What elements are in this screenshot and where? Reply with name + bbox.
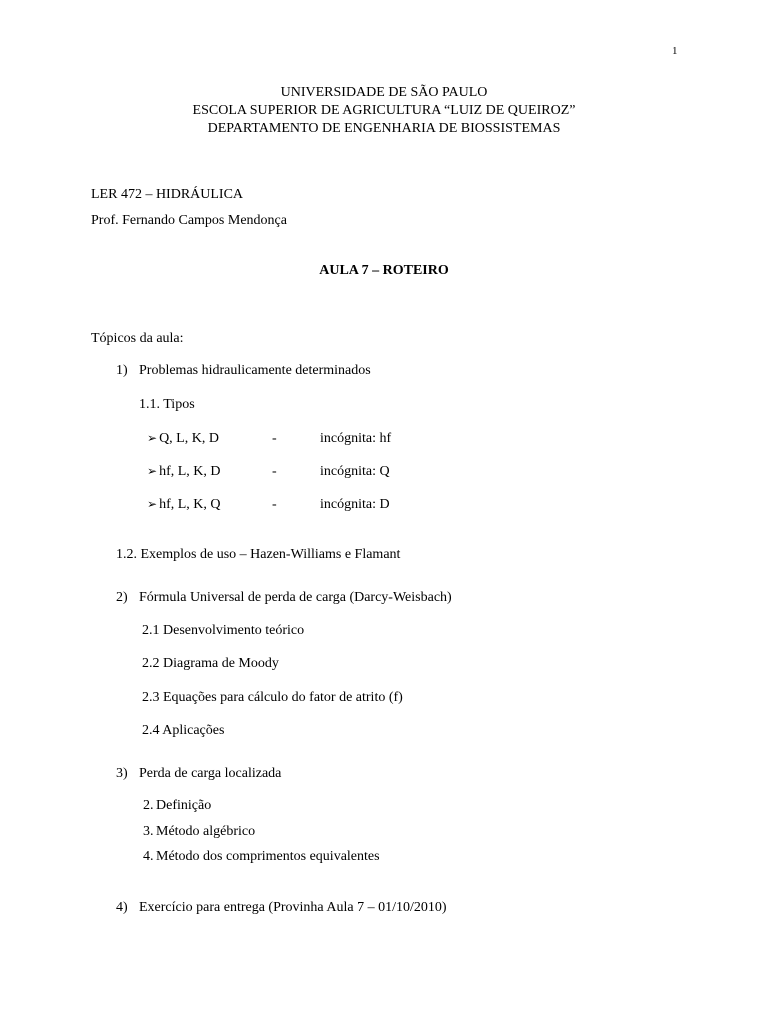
section-3-item-text: Método algébrico [156,824,256,839]
type-row [147,432,219,446]
section-3-item-number: 4. [143,849,154,864]
section-3-item-text: Método dos comprimentos equivalentes [156,849,380,864]
section-1-1-heading: 1.1. Tipos [139,397,195,412]
page-number: 1 [672,45,678,57]
type-dash: - [272,431,277,446]
section-1-title: Problemas hidraulicamente determinados [139,363,371,378]
type-row [147,465,221,479]
section-3-number: 3) [116,766,128,781]
topics-label: Tópicos da aula: [91,331,184,346]
type-unknown: incógnita: Q [320,464,390,479]
section-1-2-heading: 1.2. Exemplos de uso – Hazen-Williams e Flamant [116,547,401,562]
arrow-bullet-icon: ➢ [147,497,158,511]
type-unknown: incógnita: hf [320,431,392,446]
header-university: UNIVERSIDADE DE SÃO PAULO [280,85,488,100]
section-4-title: Exercício para entrega (Provinha Aula 7 – 01/10/2010) [139,900,447,915]
section-4-number: 4) [116,900,128,915]
course-code: LER 472 – HIDRÁULICA [91,187,244,202]
header-school: ESCOLA SUPERIOR DE AGRICULTURA “LUIZ DE QUEIROZ” [192,103,576,118]
section-2-number: 2) [116,590,128,605]
section-3-item-number: 3. [143,824,154,839]
header-department: DEPARTAMENTO DE ENGENHARIA DE BIOSSISTEMAS [207,121,561,136]
type-variables: hf, L, K, D [159,464,221,479]
type-unknown: incógnita: D [320,497,390,512]
section-3-item-text: Definição [156,798,212,813]
section-3-title: Perda de carga localizada [139,766,282,781]
page-title: AULA 7 – ROTEIRO [319,263,449,278]
type-row [147,498,221,512]
arrow-bullet-icon: ➢ [147,431,158,445]
section-2-item: 2.2 Diagrama de Moody [142,656,279,671]
section-2-item: 2.1 Desenvolvimento teórico [142,623,305,638]
type-dash: - [272,464,277,479]
professor-name: Prof. Fernando Campos Mendonça [91,213,287,228]
section-1-number: 1) [116,363,128,378]
type-variables: hf, L, K, Q [159,497,221,512]
section-2-item: 2.3 Equações para cálculo do fator de atrito (f) [142,690,403,705]
section-2-item: 2.4 Aplicações [142,723,225,738]
type-variables: Q, L, K, D [159,431,219,446]
type-dash: - [272,497,277,512]
section-3-item-number: 2. [143,798,154,813]
arrow-bullet-icon: ➢ [147,464,158,478]
section-2-title: Fórmula Universal de perda de carga (Darcy-Weisbach) [139,590,452,605]
